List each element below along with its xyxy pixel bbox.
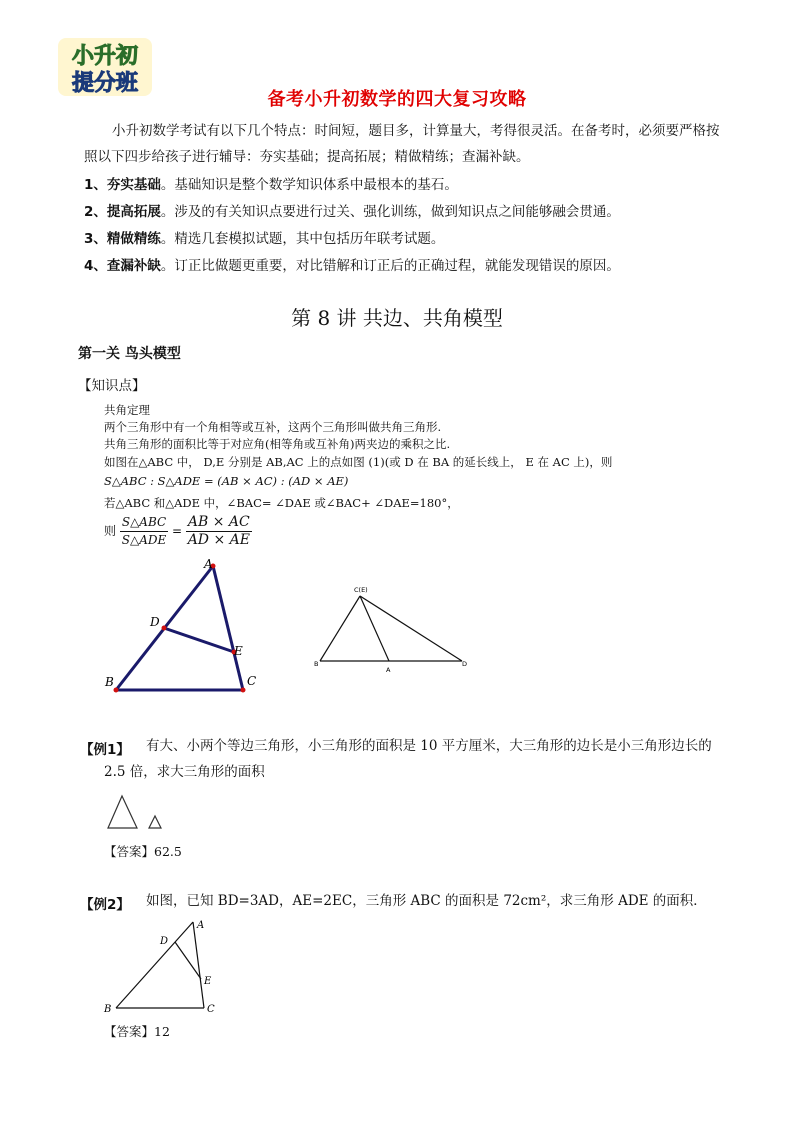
- tip-text: 。精选几套模拟试题，其中包括历年联考试题。: [160, 231, 445, 247]
- formula-prefix: 则: [104, 524, 117, 538]
- point-label-a: A: [204, 557, 213, 571]
- tip-label: 4、查漏补缺: [84, 258, 161, 274]
- point-label-c: C: [207, 1004, 215, 1015]
- theorem-line5: 若△ABC 和△ADE 中，∠BAC= ∠DAE 或∠BAC+ ∠DAE=180°，: [104, 496, 459, 510]
- point-label-c: C: [247, 674, 257, 688]
- example-1-triangles: [104, 792, 168, 832]
- level-title: 第一关 鸟头模型: [78, 346, 181, 362]
- formula-left-fraction: [120, 514, 168, 549]
- example-1-text: 有大、小两个等边三角形，小三角形的面积是 10 平方厘米，大三角形的边长是小三角形边长的 2.5 倍，求大三角形的面积: [104, 738, 712, 780]
- point-label-d: D: [150, 615, 160, 629]
- tip-item-3: [84, 230, 444, 248]
- tip-label: 3、精做精练: [84, 231, 161, 247]
- point-label-a: A: [386, 666, 391, 674]
- figure-shared-angle: [310, 580, 480, 680]
- tip-text: 。基础知识是整个数学知识体系中最根本的基石。: [160, 177, 458, 193]
- tip-text: 。订正比做题更重要，对比错解和订正后的正确过程，就能发现错误的原因。: [160, 258, 620, 274]
- logo-line2: 提分班: [71, 71, 139, 96]
- intro-paragraph: 小升初数学考试有以下几个特点：时间短，题目多，计算量大，考得很灵活。在备考时，必须要严格按照以下四步给孩子进行辅导：夯实基础；提高拓展；精做精练；查漏补缺。: [84, 123, 720, 165]
- theorem-formula: [104, 514, 252, 549]
- example-1-label: 【例1】: [80, 742, 130, 758]
- point-label-a: A: [197, 920, 205, 931]
- lecture-title: 第 8 讲 共边、共角模型: [291, 306, 503, 330]
- point-label-e: E: [204, 976, 212, 987]
- formula-equals: =: [172, 524, 183, 538]
- point-label-b: B: [104, 1004, 112, 1015]
- example-2-answer: 【答案】12: [104, 1024, 170, 1039]
- fraction-denominator: S△ADE: [121, 533, 167, 547]
- tip-text: 。涉及的有关知识点要进行过关、强化训练，做到知识点之间能够融会贯通。: [160, 204, 620, 220]
- point-label-d: D: [160, 936, 169, 947]
- page-title: 备考小升初数学的四大复习攻略: [267, 89, 527, 110]
- example-2-text: 如图，已知 BD=3AD，AE=2EC，三角形 ABC 的面积是 72cm²，求三角形 ADE 的面积．: [146, 893, 707, 909]
- fraction-numerator: S△ABC: [120, 514, 168, 532]
- logo-line1: 小升初: [71, 44, 139, 69]
- example-2-figure: [100, 916, 230, 1016]
- figure-triangle-abc: [100, 556, 270, 696]
- tip-item-4: [84, 257, 620, 275]
- point-label-d: D: [462, 660, 468, 668]
- point-label-b: B: [105, 675, 114, 689]
- tip-label: 1、夯实基础: [84, 177, 161, 193]
- example-2-label: 【例2】: [80, 897, 130, 913]
- tip-item-1: [84, 176, 458, 194]
- theorem-line2: 共角三角形的面积比等于对应角(相等角或互补角)两夹边的乘积之比.: [104, 437, 451, 451]
- formula-right-fraction: [186, 514, 252, 549]
- point-label-e: E: [234, 644, 243, 658]
- point-label-ce: C(E): [354, 586, 368, 594]
- knowledge-label: 【知识点】: [78, 378, 146, 394]
- theorem-line1: 两个三角形中有一个角相等或互补，这两个三角形叫做共角三角形.: [104, 420, 442, 434]
- point-label-b: B: [314, 660, 319, 668]
- theorem-line4: S△ABC : S△ADE = (AB × AC) : (AD × AE): [104, 474, 349, 488]
- example-1-answer: 【答案】62.5: [104, 844, 182, 859]
- theorem-heading: 共角定理: [104, 403, 150, 417]
- fraction-denominator: AD × AE: [187, 532, 250, 548]
- fraction-numerator: AB × AC: [187, 514, 250, 530]
- tip-item-2: [84, 203, 620, 221]
- theorem-line3: 如图在△ABC 中， D,E 分别是 AB,AC 上的点如图 (1)(或 D 在 BA 的延长线上， E 在 AC 上)，则: [104, 455, 613, 469]
- tip-label: 2、提高拓展: [84, 204, 161, 220]
